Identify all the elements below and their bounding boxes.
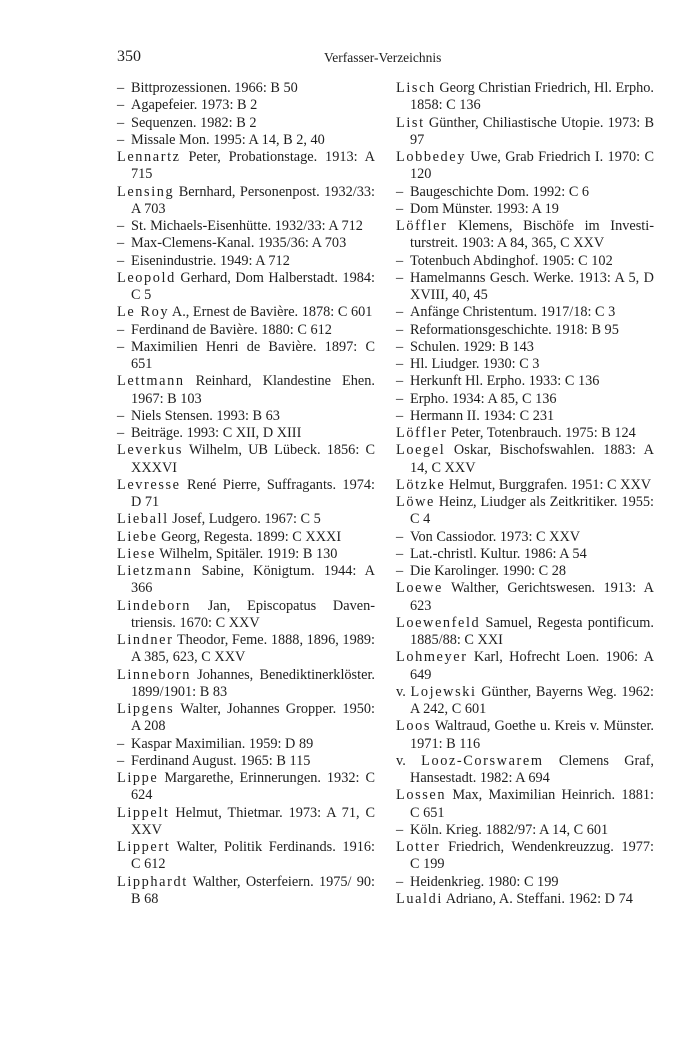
index-entry [396, 753, 654, 788]
index-entry [396, 649, 654, 684]
dash-marker: – [396, 252, 404, 269]
author-surname: Lualdi [396, 890, 443, 907]
author-surname: Lennartz [117, 149, 181, 165]
entry-text: Lat.-christl. Kultur. 1986: A 54 [410, 545, 587, 562]
author-surname: Linneborn [117, 666, 191, 683]
entry-text: Waltraud, Goethe u. Kreis v. Münster. 1971: B 116 [410, 718, 654, 752]
entry-text: Bernhard, Personenpost. 1932/33: A 703 [131, 183, 375, 217]
entry-text: Georg, Regesta. 1899: C XXXI [157, 528, 342, 545]
entry-text: Josef, Ludgero. 1967: C 5 [168, 511, 321, 528]
entry-text: Max-Clemens-Kanal. 1935/36: A 703 [131, 235, 347, 252]
entry-text: Günther, Chiliastische Utopie. 1973: B 97 [410, 114, 654, 148]
index-entry [117, 442, 375, 477]
index-entry [117, 304, 375, 321]
index-entry [117, 149, 375, 184]
entry-text: Samuel, Regesta pontificum. 1885/88: C XXI [410, 614, 654, 648]
dash-marker: – [117, 425, 125, 441]
index-subentry [117, 235, 375, 252]
entry-text: Ferdinand August. 1965: B 115 [131, 752, 311, 769]
author-surname: Lötzke [396, 476, 446, 493]
entry-text: Köln. Krieg. 1882/97: A 14, C 601 [410, 821, 609, 838]
dash-marker: – [117, 131, 125, 148]
author-surname: Lettmann [117, 373, 185, 390]
author-surname: Looz-Corswarem [421, 752, 544, 769]
dash-marker: – [396, 390, 404, 407]
index-subentry [396, 373, 654, 390]
dash-marker: – [396, 338, 404, 355]
author-surname: Leverkus [117, 442, 183, 459]
entry-text: Dom Münster. 1993: A 19 [410, 200, 559, 217]
entry-text: Margarethe, Erinnerungen. 1932: C 624 [131, 770, 375, 804]
entry-text: Uwe, Grab Friedrich I. 1970: C 120 [410, 149, 654, 183]
entry-text: Hl. Liudger. 1930: C 3 [410, 356, 540, 372]
author-surname: Leopold [117, 269, 176, 286]
entry-text: Gerhard, Dom Halberstadt. 1984: C 5 [131, 269, 375, 303]
entry-text: Theodor, Feme. 1888, 1896, 1989: A 385, 623, C XXV [131, 632, 375, 666]
entry-text: Kaspar Maximilian. 1959: D 89 [131, 735, 314, 752]
index-subentry [396, 184, 654, 201]
index-subentry [396, 270, 654, 305]
author-surname: Lojewski [410, 683, 477, 700]
dash-marker: – [396, 528, 404, 545]
index-entry [396, 149, 654, 184]
entry-text: Ferdinand de Bavière. 1880: C 612 [131, 321, 332, 338]
dash-marker: – [396, 373, 404, 390]
index-subentry [117, 80, 375, 97]
index-entry [117, 770, 375, 805]
dash-marker: – [117, 114, 125, 131]
index-subentry [117, 115, 375, 132]
entry-text: Reinhard, Klandestine Ehen. 1967: B 103 [131, 373, 375, 407]
entry-text: Hamelmanns Gesch. Werke. 1913: A 5, D XVIII, 40, 45 [410, 269, 654, 303]
author-surname: Lotter [396, 839, 441, 855]
index-subentry [396, 529, 654, 546]
entry-text: Die Karolinger. 1990: C 28 [410, 563, 567, 579]
entry-text: Johannes, Benediktinerklöster. 1899/1901: B 83 [131, 666, 375, 700]
entry-text: Walther, Gerichtswesen. 1913: A 623 [410, 580, 654, 614]
index-subentry [117, 97, 375, 114]
name-prefix: v. [396, 683, 411, 700]
index-subentry [117, 132, 375, 149]
entry-text: Heinz, Liudger als Zeitkritiker. 1955: C 4 [410, 494, 654, 528]
dash-marker: – [396, 321, 404, 338]
dash-marker: – [117, 235, 125, 252]
entry-text: Totenbuch Abdinghof. 1905: C 102 [410, 252, 613, 269]
entry-text: Heidenkrieg. 1980: C 199 [410, 873, 559, 890]
entry-text: Karl, Hofrecht Loen. 1906: A 649 [410, 649, 654, 683]
running-title: Verfasser-Verzeichnis [324, 50, 442, 65]
entry-text: Reformationsgeschichte. 1918: B 95 [410, 321, 619, 338]
index-entry [117, 270, 375, 305]
author-surname: Lieball [117, 511, 169, 528]
author-surname: Lippe [117, 770, 159, 786]
dash-marker: – [396, 269, 404, 286]
entry-text: Missale Mon. 1995: A 14, B 2, 40 [131, 131, 325, 148]
entry-text: Oskar, Bischofswahlen. 1883: A 14, C XXV [410, 442, 654, 476]
author-surname: List [396, 114, 425, 131]
index-entry [117, 184, 375, 219]
index-entry [396, 718, 654, 753]
index-entry [117, 632, 375, 667]
entry-text: Niels Stensen. 1993: B 63 [131, 407, 280, 424]
entry-text: Maximilien Henri de Bavière. 1897: C 651 [131, 338, 375, 372]
index-entry [117, 874, 375, 909]
index-subentry [396, 356, 654, 373]
index-entry [396, 218, 654, 253]
dash-marker: – [396, 407, 404, 424]
index-subentry [396, 304, 654, 321]
index-subentry [396, 408, 654, 425]
author-surname: Le Roy [117, 304, 170, 321]
author-surname: Lohmeyer [396, 649, 468, 666]
index-subentry [117, 425, 375, 442]
index-subentry [396, 874, 654, 891]
entry-text: Agapefeier. 1973: B 2 [131, 97, 258, 114]
entry-text: Beiträge. 1993: C XII, D XIII [131, 425, 302, 441]
entry-text: Peter, Probationstage. 1913: A 715 [131, 149, 375, 183]
author-surname: Lossen [396, 787, 447, 804]
author-surname: Liese [117, 545, 156, 562]
entry-text: St. Michaels-Eisenhütte. 1932/33: A 712 [131, 218, 363, 234]
entry-text: Adriano, A. Steffani. 1962: D 74 [442, 890, 633, 907]
entry-text: Klemens, Bischöfe im Investiturstreit. 1903: A 84, 365, C XXV [410, 218, 654, 252]
author-surname: Levresse [117, 476, 181, 493]
author-surname: Liebe [117, 528, 158, 545]
dash-marker: – [117, 97, 125, 114]
dash-marker: – [117, 752, 125, 769]
index-entry [396, 787, 654, 822]
dash-marker: – [117, 338, 125, 355]
index-subentry [396, 546, 654, 563]
author-surname: Löffler [396, 218, 448, 234]
index-subentry [396, 322, 654, 339]
index-entry [117, 529, 375, 546]
author-surname: Lindeborn [117, 597, 191, 614]
entry-text: Helmut, Burggrafen. 1951: C XXV [445, 476, 652, 493]
entry-text: Sabine, Königtum. 1944: A 366 [131, 563, 375, 597]
index-entry [396, 891, 654, 908]
author-surname: Lippert [117, 839, 171, 855]
index-entry [117, 477, 375, 512]
index-entry [396, 615, 654, 650]
dash-marker: – [396, 545, 404, 562]
author-surname: Lipphardt [117, 873, 188, 890]
index-entry [396, 80, 654, 115]
index-subentry [117, 322, 375, 339]
index-entry [117, 667, 375, 702]
entry-text: René Pierre, Suffragants. 1974: D 71 [131, 476, 375, 510]
author-surname: Loewenfeld [396, 614, 481, 631]
author-surname: Lindner [117, 632, 174, 648]
index-entry [117, 598, 375, 633]
entry-text: Wilhelm, Spitäler. 1919: B 130 [155, 545, 338, 562]
author-surname: Lisch [396, 80, 436, 96]
index-subentry [396, 391, 654, 408]
index-entry [117, 701, 375, 736]
author-surname: Loegel [396, 442, 446, 459]
entry-text: Erpho. 1934: A 85, C 136 [410, 390, 557, 407]
index-entry [396, 442, 654, 477]
index-subentry [117, 218, 375, 235]
index-entry [117, 373, 375, 408]
entry-text: Friedrich, Wendenkreuzzug. 1977: C 199 [410, 839, 654, 873]
entry-text: Sequenzen. 1982: B 2 [131, 114, 257, 131]
index-subentry [117, 253, 375, 270]
entry-text: Walter, Politik Ferdinands. 1916: C 612 [131, 839, 375, 873]
index-subentry [396, 563, 654, 580]
entry-text: Eisenindustrie. 1949: A 712 [131, 252, 290, 269]
author-surname: Lietzmann [117, 563, 193, 579]
entry-text: Schulen. 1929: B 143 [410, 338, 534, 355]
entry-text: Anfänge Christentum. 1917/18: C 3 [410, 304, 616, 321]
name-prefix: v. [396, 752, 422, 769]
entry-text: Hermann II. 1934: C 231 [410, 407, 555, 424]
dash-marker: – [396, 200, 404, 217]
dash-marker: – [396, 356, 404, 372]
entry-text: Günther, Bayerns Weg. 1962: A 242, C 601 [410, 683, 654, 717]
index-subentry [396, 253, 654, 270]
entry-text: Clemens Graf, Hansestadt. 1982: A 694 [410, 752, 654, 786]
dash-marker: – [396, 563, 404, 579]
entry-text: Max, Maximilian Heinrich. 1881: C 651 [410, 787, 654, 821]
author-surname: Lippelt [117, 804, 170, 821]
dash-marker: – [396, 183, 404, 200]
entry-text: Jan, Episcopatus Daventriensis. 1670: C XXV [131, 597, 375, 631]
index-subentry [396, 339, 654, 356]
index-entry [117, 546, 375, 563]
author-surname: Lensing [117, 183, 175, 200]
dash-marker: – [117, 735, 125, 752]
page-number: 350 [117, 48, 141, 65]
index-entry [117, 563, 375, 598]
index-subentry [117, 736, 375, 753]
entry-text: Helmut, Thietmar. 1973: A 71, C XXV [131, 804, 375, 838]
dash-marker: – [117, 321, 125, 338]
author-surname: Löffler [396, 425, 448, 441]
entry-text: Walther, Osterfeiern. 1975/ 90: B 68 [131, 873, 375, 907]
index-entry [396, 115, 654, 150]
index-entry [396, 494, 654, 529]
index-entry [396, 839, 654, 874]
index-entry [396, 425, 654, 442]
entry-text: Georg Christian Friedrich, Hl. Erpho. 1858: C 136 [410, 80, 654, 114]
dash-marker: – [396, 873, 404, 890]
index-entry [117, 805, 375, 840]
entry-text: Baugeschichte Dom. 1992: C 6 [410, 183, 590, 200]
dash-marker: – [396, 821, 404, 838]
entry-text: Herkunft Hl. Erpho. 1933: C 136 [410, 373, 600, 390]
entry-text: Von Cassiodor. 1973: C XXV [410, 528, 581, 545]
index-column-left [117, 80, 375, 908]
author-surname: Lipgens [117, 701, 175, 717]
dash-marker: – [117, 252, 125, 269]
index-entry [117, 511, 375, 528]
entry-text: Wilhelm, UB Lübeck. 1856: C XXXVI [131, 442, 375, 476]
index-subentry [396, 201, 654, 218]
index-entry [117, 839, 375, 874]
dash-marker: – [117, 407, 125, 424]
entry-text: Peter, Totenbrauch. 1975: B 124 [447, 425, 636, 441]
index-subentry [396, 822, 654, 839]
dash-marker: – [117, 218, 125, 234]
index-subentry [117, 339, 375, 374]
index-entry [396, 580, 654, 615]
index-column-right [396, 80, 654, 908]
index-subentry [117, 408, 375, 425]
entry-text: A., Ernest de Bavière. 1878: C 601 [169, 304, 373, 321]
index-entry [396, 477, 654, 494]
index-subentry [117, 753, 375, 770]
author-surname: Loos [396, 718, 431, 735]
entry-text: Bittprozessionen. 1966: B 50 [131, 80, 298, 96]
index-entry [396, 684, 654, 719]
author-surname: Lobbedey [396, 149, 466, 165]
dash-marker: – [117, 80, 125, 96]
entry-text: Walter, Johannes Gropper. 1950: A 208 [131, 701, 375, 735]
author-surname: Löwe [396, 494, 435, 510]
dash-marker: – [396, 304, 404, 321]
author-surname: Loewe [396, 580, 443, 597]
